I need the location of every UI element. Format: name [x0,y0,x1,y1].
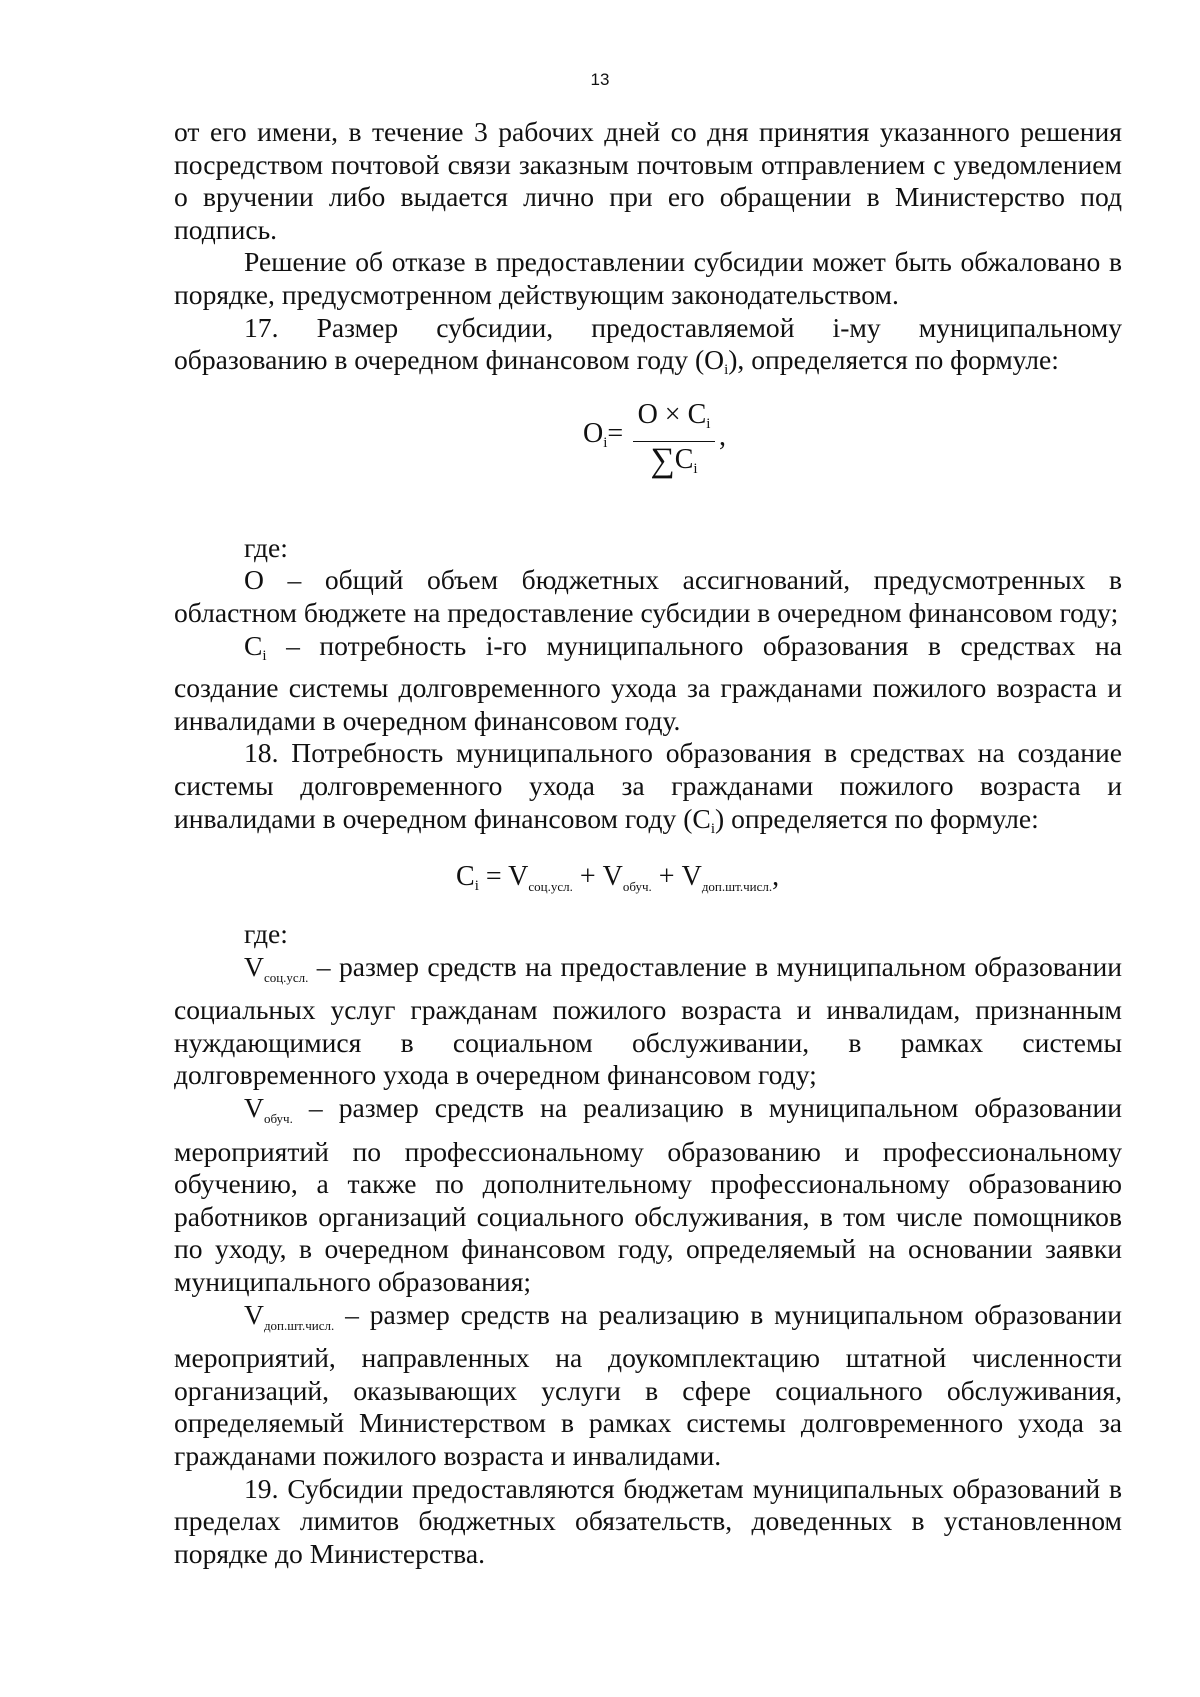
paragraph-18: 18. Потребность муниципального образования в средствах на создание системы долговременного ухода за гражданами пожилого возраста и инвалидами в очередном финансовом году $(C_i)$ определяется по формуле: [174,737,1122,837]
paragraph-intro: от его имени, в течение 3 рабочих дней со дня принятия указанного решения посредством почтовой связи заказным почтовым отправлением с уведомлением о вручении либо выдается лично при его обращении в Министерство под подпись. [174,116,1122,245]
formula-subsidy [174,387,1122,532]
definition-v-edu: $V_{обуч.}$ – размер средств на реализацию в муниципальном образовании мероприятий по профессиональному образованию и профессиональному обучению, а также по дополнительному профессиональному образованию работников организаций социального обслуживания, в том числе помощников по уходу, в очередном финансовом году, определяемый на основании заявки муниципального образования; [174,1092,1122,1298]
definition-v-staff: $V_{доп.шт.числ.}$ – размер средств на реализацию в муниципальном образовании мероприятий, направленных на доукомплектацию штатной численности организаций, оказывающих услуги в сфере социального обслуживания, определяемый Министерством в рамках системы долговременного ухода за гражданами пожилого возраста и инвалидами. [174,1298,1122,1471]
definition-ci: $C_i$ – потребность i-го муниципального образования в средствах на создание системы долговременного ухода за гражданами пожилого возраста и инвалидами в очередном финансовом году. [174,629,1122,736]
formula-denominator: $\sum C_i$ [650,441,698,479]
formula-comma: , [719,420,726,452]
p17-text-after: ), определяется по формуле: [728,344,1059,376]
formula-need [174,856,1122,918]
page-number: 13 [590,70,610,89]
p17-subscript: i [724,362,729,379]
p17-text-before: 17. Размер субсидии, предоставляемой i-му муниципальному образованию в очередном финансовом году (О [174,311,1122,376]
where-label-2: где: [244,918,288,950]
formula-numerator: $O \times C_i$ [637,398,711,432]
definition-v-soc: $V_{соц.усл.}$ – размер средств на предоставление в муниципальном образовании социальных услуг гражданам пожилого возраста и инвалидам, признанным нуждающимися в социальном обслуживании, в рамках системы долговременного ухода в очередном финансовом году; [174,950,1122,1091]
paragraph-17 [174,312,1122,387]
formula-need-expression: $C_i = V_{соц.усл.} + V_{обуч.} + V_{доп.шт.числ.}$, [456,861,780,895]
where-label-1: где: [244,531,288,563]
definition-o: О – общий объем бюджетных ассигнований, предусмотренных в областном бюджете на предоставление субсидии в очередном финансовом году; [174,564,1122,628]
formula-fraction [633,399,715,487]
formula-lhs: $O_i=$ [583,417,624,451]
document-body [174,116,1122,1570]
paragraph-appeal: Решение об отказе в предоставлении субсидии может быть обжаловано в порядке, предусмотренном действующим законодательством. [174,246,1122,310]
paragraph-19: 19. Субсидии предоставляются бюджетам муниципальных образований в пределах лимитов бюджетных обязательств, доведенных в установленном порядке до Министерства. [174,1472,1122,1569]
